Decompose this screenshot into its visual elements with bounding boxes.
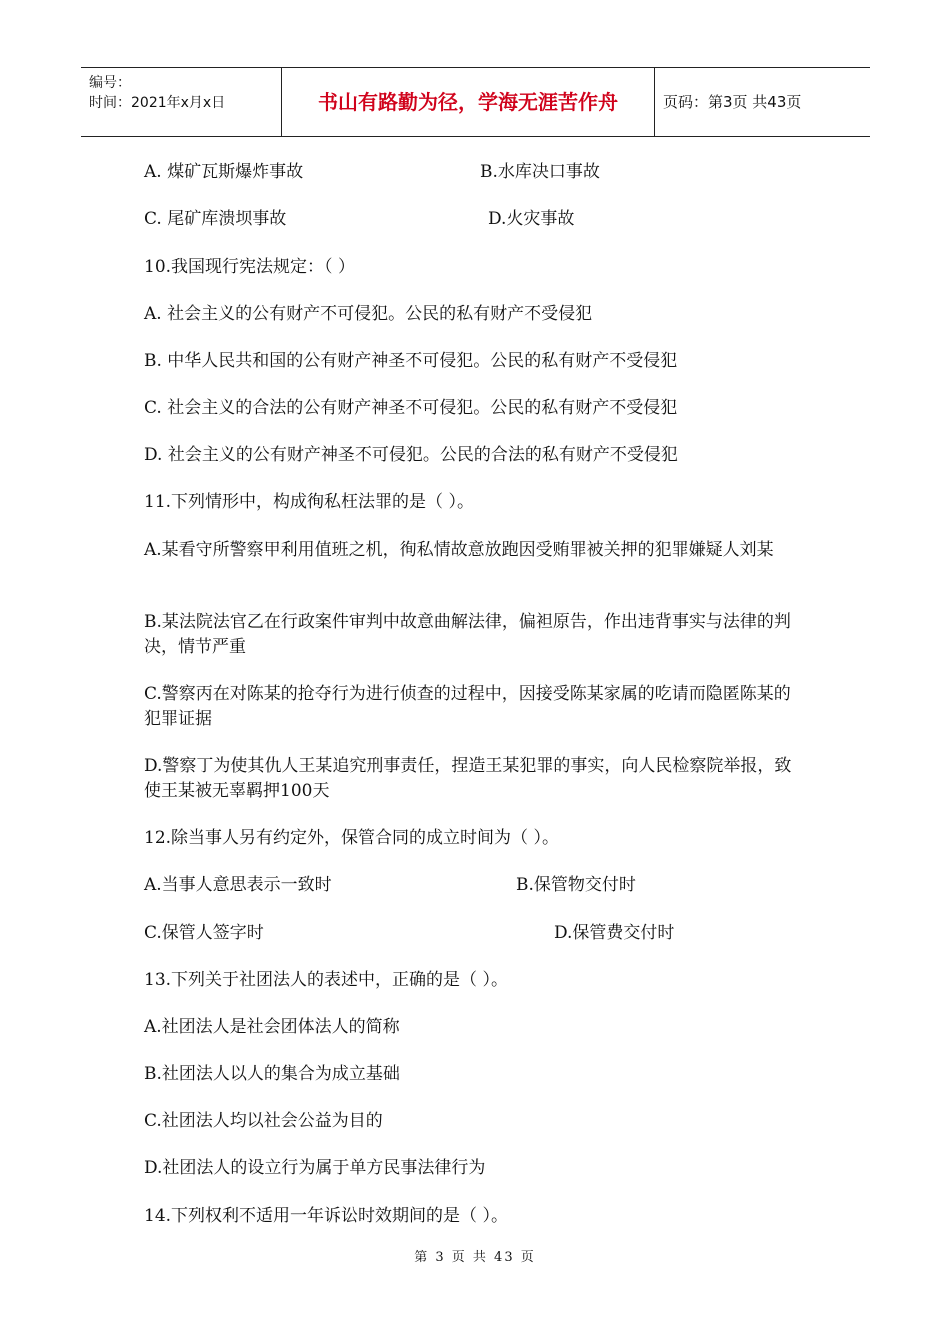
q10-stem: 10.我国现行宪法规定：（ ） <box>144 257 355 277</box>
header-meta <box>81 68 282 136</box>
q13-option-c: C.社团法人均以社会公益为目的 <box>144 1111 383 1131</box>
q11-stem: 11.下列情形中，构成徇私枉法罪的是（ ）。 <box>144 492 474 512</box>
q11-option-d: D.警察丁为使其仇人王某追究刑事责任，捏造王某犯罪的事实，向人民检察院举报，致使王某被无辜羁押100天 <box>144 756 792 801</box>
q10-option-a: A. 社会主义的公有财产不可侵犯。公民的私有财产不受侵犯 <box>144 304 593 324</box>
header-motto: 书山有路勤为径，学海无涯苦作舟 <box>282 68 655 136</box>
q9-option-c: C. 尾矿库溃坝事故 <box>144 209 287 229</box>
page-header <box>81 67 870 137</box>
q12-option-d: D.保管费交付时 <box>554 923 675 943</box>
q12-option-a: A.当事人意思表示一致时 <box>144 875 332 895</box>
q12-option-b: B.保管物交付时 <box>516 875 636 895</box>
q10-option-b: B. 中华人民共和国的公有财产神圣不可侵犯。公民的私有财产不受侵犯 <box>144 351 678 371</box>
page-footer: 第 3 页 共 43 页 <box>414 1250 536 1265</box>
q12-stem: 12.除当事人另有约定外，保管合同的成立时间为（ ）。 <box>144 828 559 848</box>
number-label: 编号： <box>89 75 131 91</box>
q9-option-a: A. 煤矿瓦斯爆炸事故 <box>144 162 304 182</box>
q9-option-b: B.水库决口事故 <box>480 162 600 182</box>
q13-stem: 13.下列关于社团法人的表述中，正确的是（ ）。 <box>144 970 508 990</box>
q12-option-c: C.保管人签字时 <box>144 923 264 943</box>
q11-option-a: A.某看守所警察甲利用值班之机，徇私情故意放跑因受贿罪被关押的犯罪嫌疑人刘某 <box>144 540 774 560</box>
date-label: 时间：2021年x月x日 <box>89 95 226 111</box>
q13-option-a: A.社团法人是社会团体法人的简称 <box>144 1017 400 1037</box>
q14-stem: 14.下列权利不适用一年诉讼时效期间的是（ ）。 <box>144 1206 508 1226</box>
q10-option-c: C. 社会主义的合法的公有财产神圣不可侵犯。公民的私有财产不受侵犯 <box>144 398 678 418</box>
q11-option-c: C.警察丙在对陈某的抢夺行为进行侦查的过程中，因接受陈某家属的吃请而隐匿陈某的犯罪证据 <box>144 684 791 729</box>
q9-option-d: D.火灾事故 <box>488 209 575 229</box>
header-page-label: 页码：第3页 共43页 <box>663 93 802 111</box>
q13-option-d: D.社团法人的设立行为属于单方民事法律行为 <box>144 1158 486 1178</box>
q10-option-d: D. 社会主义的公有财产神圣不可侵犯。公民的合法的私有财产不受侵犯 <box>144 445 678 465</box>
q13-option-b: B.社团法人以人的集合为成立基础 <box>144 1064 400 1084</box>
q11-option-b: B.某法院法官乙在行政案件审判中故意曲解法律，偏袒原告，作出违背事实与法律的判决，情节严重 <box>144 612 791 657</box>
